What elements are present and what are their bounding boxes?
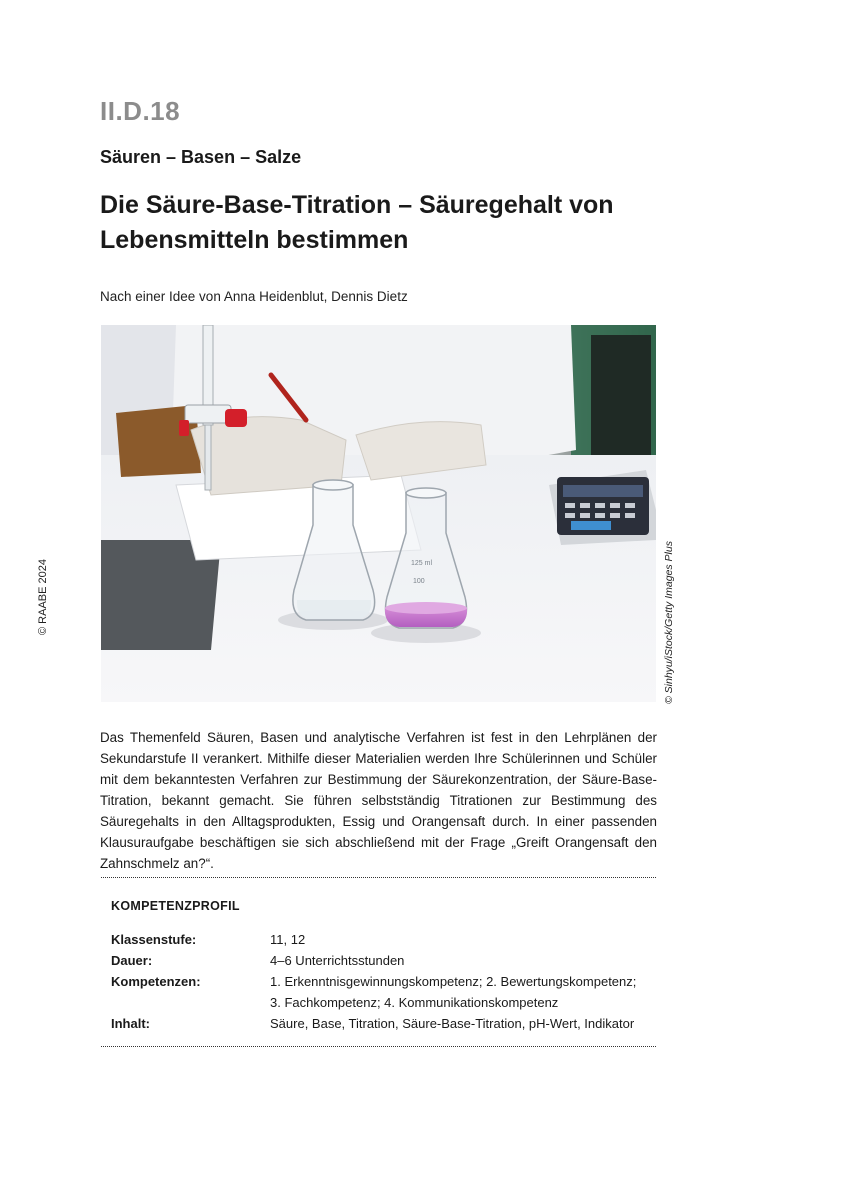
- profile-value: 3. Fachkompetenz; 4. Kommunikationskompetenz: [270, 995, 559, 1010]
- profile-value: 11, 12: [270, 932, 306, 947]
- profile-value: Säure, Base, Titration, Säure-Base-Titration, pH-Wert, Indikator: [270, 1016, 635, 1031]
- divider: [101, 877, 656, 878]
- flask-volume-mark: 125 ml: [411, 560, 433, 567]
- lab-photo: [101, 325, 656, 702]
- document-code: II.D.18: [100, 96, 181, 126]
- profile-label: Kompetenzen:: [111, 974, 201, 989]
- profile-value: 1. Erkenntnisgewinnungskompetenz; 2. Bewertungskompetenz;: [270, 974, 637, 989]
- profile-label: Klassenstufe:: [111, 932, 197, 947]
- copyright-notice: © RAABE 2024: [37, 559, 49, 635]
- profile-label: Dauer:: [111, 953, 153, 968]
- author-line: Nach einer Idee von Anna Heidenblut, Dennis Dietz: [100, 289, 408, 304]
- flask-volume-mark-2: 100: [413, 578, 425, 585]
- series-title: Säuren – Basen – Salze: [100, 147, 302, 167]
- photo-credit: © Sinhyu/iStock/Getty Images Plus: [663, 541, 675, 704]
- profile-label: Inhalt:: [111, 1016, 150, 1031]
- divider: [101, 1046, 656, 1047]
- profile-value: 4–6 Unterrichtsstunden: [270, 953, 405, 968]
- profile-heading: KOMPETENZPROFIL: [111, 899, 240, 913]
- page-title: Die Säure-Base-Titration – Säuregehalt von Lebensmitteln bestimmen: [100, 191, 614, 254]
- intro-paragraph: Das Themenfeld Säuren, Basen und analytische Verfahren ist fest in den Lehrplänen der Sekundarstufe II verankert. Mithilfe dieser Materialien werden Ihre Schülerinnen und Schüler mit dem bekanntesten Verfahren zur Bestimmung der Säurekonzentration, der Säure-Base-Titration, bekannt gemacht. Sie führen selbstständig Titrationen zur Bestimmung des Säuregehalts in den Alltagsprodukten, Essig und Orangensaft durch. In einer passenden Klausuraufgabe beschäftigen sie sich abschließend mit der Frage „Greift Orangensaft den Zahnschmelz an?“.: [100, 730, 657, 871]
